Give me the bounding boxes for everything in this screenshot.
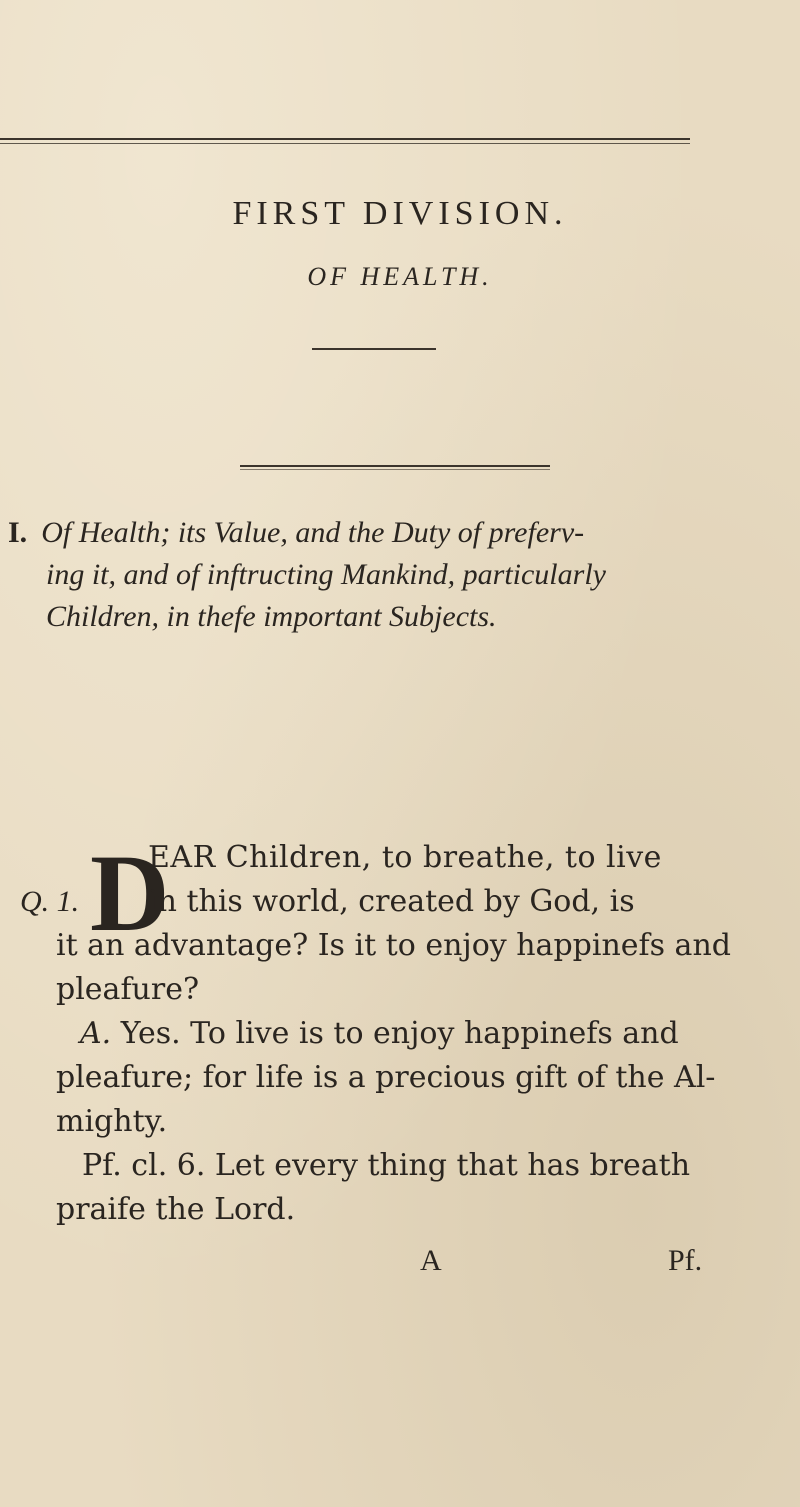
- top-rule-thin: [0, 143, 690, 144]
- question-line-4: pleafure?: [56, 972, 200, 1007]
- section-rule: [240, 465, 550, 467]
- chapter-number: I.: [8, 516, 28, 549]
- answer-line-1: [80, 1016, 679, 1051]
- question-label: Q. 1.: [20, 885, 80, 918]
- question-line-2: in this world, created by God, is: [148, 884, 635, 919]
- psalm-line-2: praife the Lord.: [56, 1192, 296, 1227]
- top-rule: [0, 138, 690, 140]
- chapter-heading: [8, 512, 788, 638]
- answer-text-1: Yes. To live is to enjoy happinefs and: [120, 1016, 679, 1051]
- division-subtitle: OF HEALTH.: [307, 262, 493, 291]
- division-title: FIRST DIVISION.: [232, 195, 568, 232]
- signature-mark: A: [420, 1244, 442, 1277]
- chapter-line-1: Of Health; its Value, and the Duty of preferv-: [41, 516, 585, 549]
- answer-label: A.: [80, 1016, 112, 1051]
- chapter-line-2: ing it, and of inftructing Mankind, particularly: [46, 558, 606, 591]
- drop-cap: D: [90, 832, 170, 954]
- section-rule-thin: [240, 469, 550, 470]
- question-line-3: it an advantage? Is it to enjoy happinefs and: [56, 928, 731, 963]
- psalm-line-1: Pf. cl. 6. Let every thing that has breath: [82, 1148, 691, 1183]
- question-line-1: EAR Children, to breathe, to live: [148, 840, 662, 875]
- subtitle-rule: [312, 348, 436, 350]
- chapter-line-3: Children, in thefe important Subjects.: [46, 600, 497, 633]
- catchword: Pf.: [668, 1244, 703, 1277]
- answer-line-2: pleafure; for life is a precious gift of the Al-: [56, 1060, 716, 1095]
- answer-line-3: mighty.: [56, 1104, 168, 1139]
